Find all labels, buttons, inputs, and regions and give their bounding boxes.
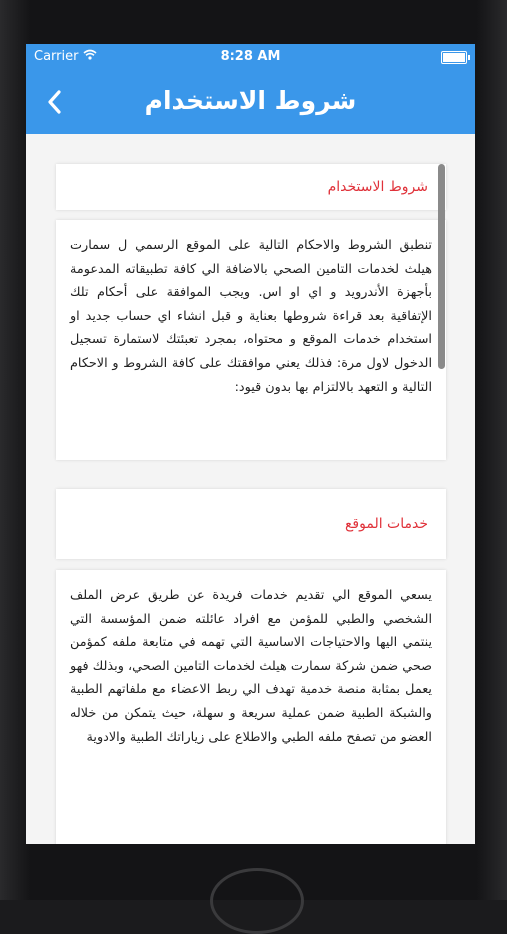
- section-body-text: تنطبق الشروط والاحكام التالية على الموقع الرسمي ل سمارت هيلث لخدمات التامين الصحي بالاضافة الي كافة تطبيقاته المدعومة بأجهزة الأندرويد و اي او اس. ويجب الموافقة على أحكام تلك الإتفاقية بعد قراءة شروطها بعناية و قبل انشاء اي حساب جديد او استخدام خدمات الموقع و محتواه، بمجرد تعبئتك لاستمارة تسجيل الدخول لاول مرة: فذلك يعني موافقتك على كافة الشروط و الاحكام التالية و التعهد بالالتزام بها بدون قيود:: [70, 238, 432, 395]
- section-body-services: [56, 570, 446, 844]
- page-title: شروط الاستخدام: [144, 86, 357, 115]
- section-body-terms: [56, 220, 446, 460]
- navigation-bar: [26, 70, 475, 134]
- section-heading: خدمات الموقع: [344, 516, 428, 532]
- home-button[interactable]: [210, 868, 304, 934]
- section-header-terms: [56, 164, 446, 210]
- section-body-text: يسعي الموقع الي تقديم خدمات فريدة عن طريق عرض الملف الشخصي والطبي للمؤمن مع افراد عائلته ضمن المؤسسة التي ينتمي اليها والاحتياجات الاساسية التي تهمه في متابعة ملفه كمؤمن صحي ضمن شركة سمارت هيلث لخدمات التامين الصحي، وبذلك فهو يعمل بمثابة منصة خدمية تهدف الي ربط الاعضاء مع ملفاتهم الطبية والشبكة الطبية ضمن عملية سريعة و سهلة، حيث يتمكن من خلاله العضو من تصفح ملفه الطبي والاطلاع على زياراتك الطبية والادوية: [70, 588, 432, 745]
- battery-icon: [441, 51, 467, 64]
- terms-content[interactable]: [26, 134, 475, 844]
- app-screen: [26, 44, 475, 844]
- carrier-label: Carrier: [34, 49, 79, 64]
- section-heading: شروط الاستخدام: [327, 179, 428, 195]
- status-bar: [26, 44, 475, 70]
- status-time: 8:28 AM: [220, 49, 281, 64]
- scrollbar-thumb[interactable]: [438, 164, 445, 369]
- section-header-services: [56, 489, 446, 559]
